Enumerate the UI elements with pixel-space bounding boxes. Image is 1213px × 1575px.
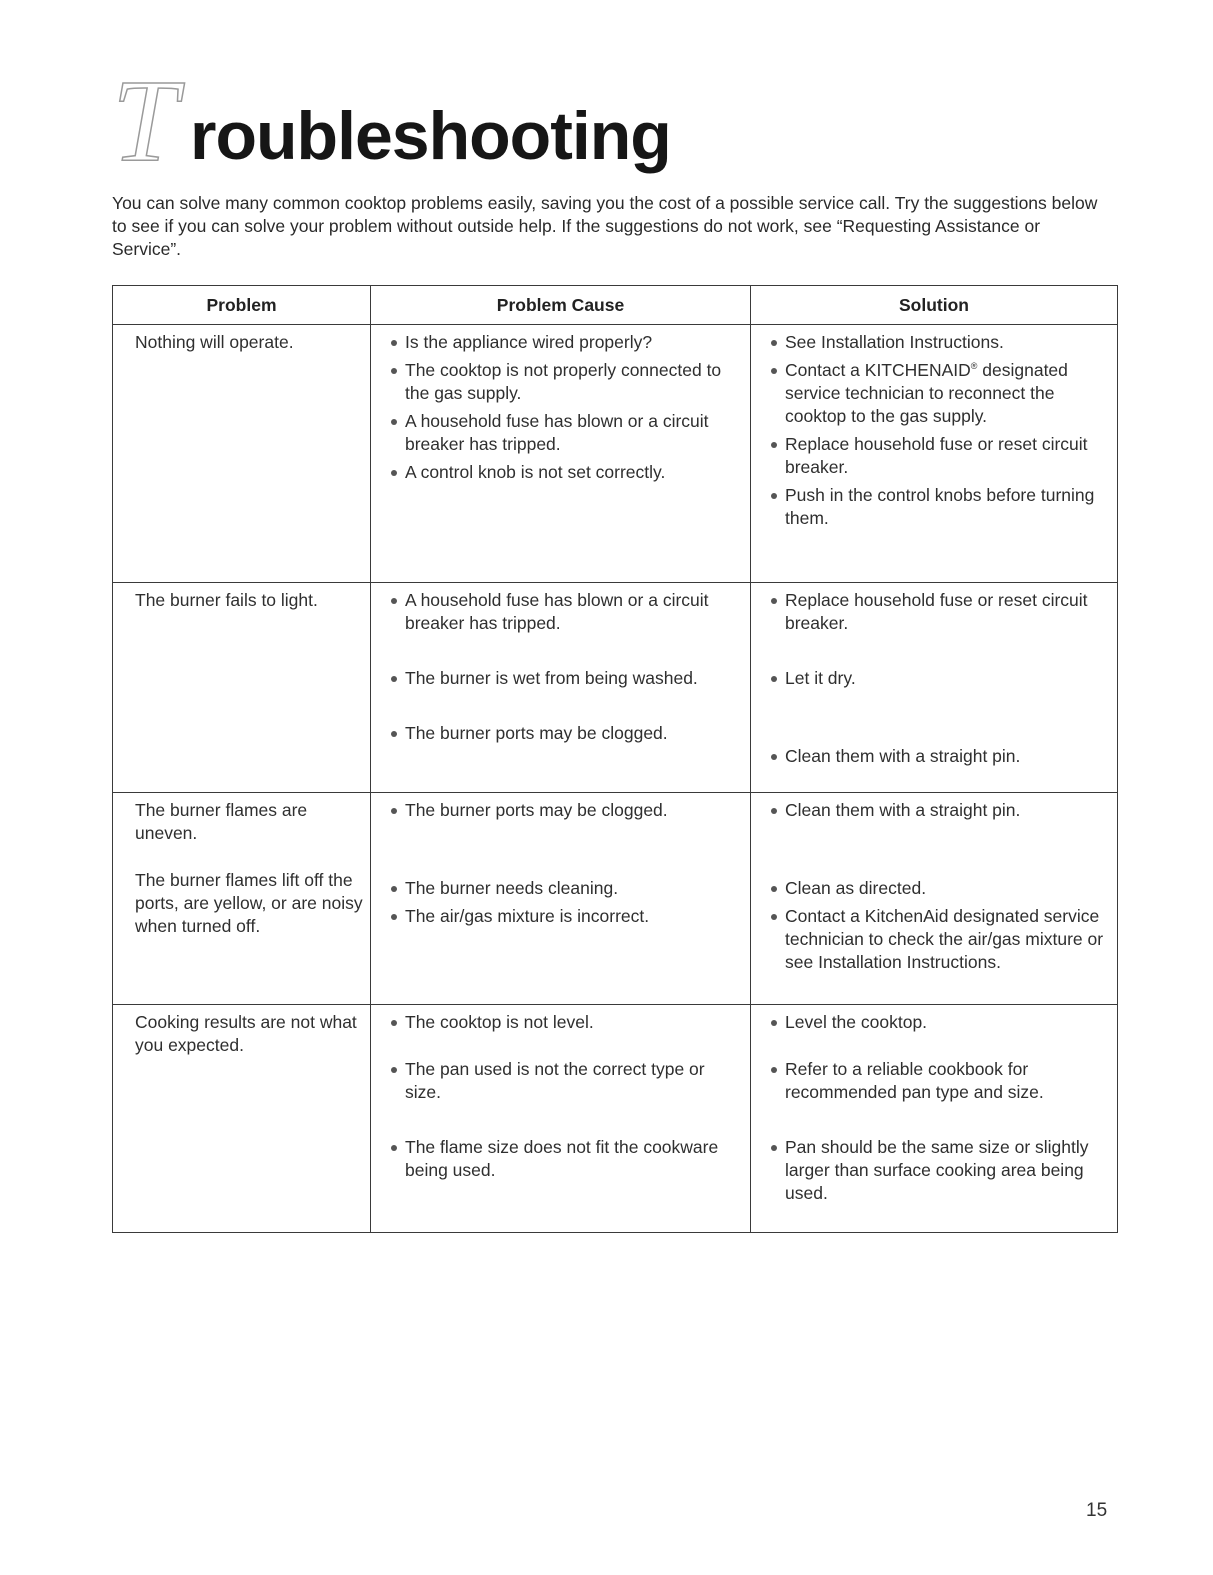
cause-item: A household fuse has blown or a circuit breaker has tripped. bbox=[389, 410, 744, 456]
solution-item: Clean them with a straight pin. bbox=[769, 745, 1111, 768]
solution-item: Refer to a reliable cookbook for recommended pan type and size. bbox=[769, 1058, 1111, 1104]
table-row bbox=[113, 1005, 1118, 1233]
solution-cell bbox=[751, 583, 1118, 793]
intro-paragraph: You can solve many common cooktop problems easily, saving you the cost of a possible service call. Try the suggestions below to see if you can solve your problem without outside help. If the suggestions do not work, see “Requesting Assistance or Service”. bbox=[112, 193, 1098, 259]
cause-cell bbox=[371, 325, 751, 583]
solution-item: Replace household fuse or reset circuit breaker. bbox=[769, 589, 1111, 635]
cause-item: The pan used is not the correct type or size. bbox=[389, 1058, 744, 1104]
solution-item-start: Contact a KITCHENAID bbox=[785, 360, 971, 380]
solution-item: Pan should be the same size or slightly larger than surface cooking area being used. bbox=[769, 1136, 1111, 1205]
registered-mark-icon: ® bbox=[970, 361, 978, 372]
page-number: 15 bbox=[1086, 1500, 1108, 1521]
solution-item: Clean them with a straight pin. bbox=[769, 799, 1111, 822]
solution-cell bbox=[751, 1005, 1118, 1233]
solution-item: Let it dry. bbox=[769, 667, 1111, 690]
troubleshooting-table bbox=[112, 285, 1118, 1233]
cause-item: The burner ports may be clogged. bbox=[389, 722, 744, 745]
table-row bbox=[113, 583, 1118, 793]
problem-text: Nothing will operate. bbox=[135, 332, 294, 352]
table-row bbox=[113, 325, 1118, 583]
cause-item: The cooktop is not properly connected to the gas supply. bbox=[389, 359, 744, 405]
cause-item: The burner needs cleaning. bbox=[389, 877, 744, 900]
page-title bbox=[112, 55, 812, 186]
solution-cell bbox=[751, 325, 1118, 583]
solution-item: See Installation Instructions. bbox=[769, 331, 1111, 354]
column-header-problem: Problem bbox=[113, 286, 371, 325]
problem-cell bbox=[113, 1005, 371, 1233]
problem-text: The burner fails to light. bbox=[135, 590, 318, 610]
solution-item: Replace household fuse or reset circuit breaker. bbox=[769, 433, 1111, 479]
solution-item: Clean as directed. bbox=[769, 877, 1111, 900]
cause-item: The burner ports may be clogged. bbox=[389, 799, 744, 822]
column-header-problem-cause: Problem Cause bbox=[371, 286, 751, 325]
cause-cell bbox=[371, 583, 751, 793]
problem-cell bbox=[113, 325, 371, 583]
cause-item: A household fuse has blown or a circuit breaker has tripped. bbox=[389, 589, 744, 635]
problem-cell bbox=[113, 583, 371, 793]
problem-text: The burner flames lift off the ports, are yellow, or are noisy when turned off. bbox=[135, 870, 363, 936]
cause-item: Is the appliance wired properly? bbox=[389, 331, 744, 354]
problem-text: Cooking results are not what you expected. bbox=[135, 1012, 357, 1055]
problem-cell bbox=[113, 793, 371, 1005]
cause-item: The burner is wet from being washed. bbox=[389, 667, 744, 690]
solution-item: Contact a KitchenAid designated service technician to check the air/gas mixture or see Installation Instructions. bbox=[769, 905, 1111, 974]
problem-text: The burner flames are uneven. bbox=[135, 800, 308, 843]
solution-item-rest: designated service technician to reconnect the cooktop to the gas supply. bbox=[785, 360, 1068, 426]
solution-item bbox=[769, 359, 1111, 428]
title-text: roubleshooting bbox=[190, 98, 671, 174]
solution-cell bbox=[751, 793, 1118, 1005]
cause-cell bbox=[371, 1005, 751, 1233]
cause-item: The cooktop is not level. bbox=[389, 1011, 744, 1034]
cause-item: The flame size does not fit the cookware being used. bbox=[389, 1136, 744, 1182]
cause-item: The air/gas mixture is incorrect. bbox=[389, 905, 744, 928]
cause-item: A control knob is not set correctly. bbox=[389, 461, 744, 484]
column-header-solution: Solution bbox=[751, 286, 1118, 325]
cause-cell bbox=[371, 793, 751, 1005]
solution-item: Level the cooktop. bbox=[769, 1011, 1111, 1034]
table-row bbox=[113, 793, 1118, 1005]
solution-item: Push in the control knobs before turning them. bbox=[769, 484, 1111, 530]
table-header-row bbox=[113, 286, 1118, 325]
title-initial-letter: T bbox=[112, 55, 178, 186]
